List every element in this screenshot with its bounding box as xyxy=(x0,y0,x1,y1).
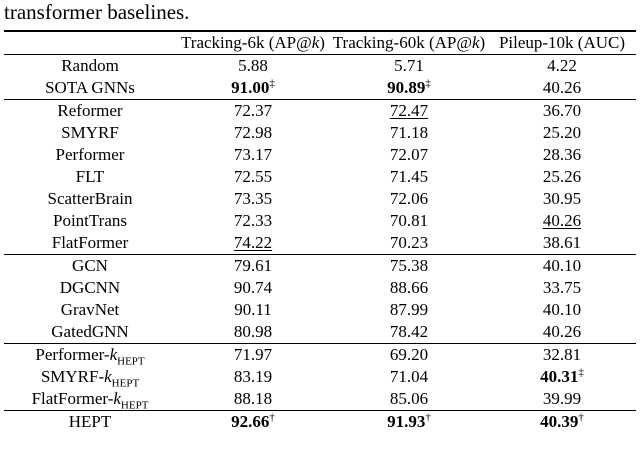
cell-tracking-60k: 72.47 xyxy=(330,100,488,123)
cell-tracking-60k: 88.66 xyxy=(389,278,429,297)
table-row xyxy=(4,166,636,188)
table-row xyxy=(4,77,636,100)
cell-tracking-60k: 70.23 xyxy=(389,233,429,252)
table-row xyxy=(4,411,636,434)
cell-pileup-10k: 40.31‡ xyxy=(540,366,584,386)
row-label: FlatFormer-$k_{HEPT}$ xyxy=(31,389,149,412)
cell-tracking-60k: 75.38 xyxy=(330,255,488,278)
table-row xyxy=(4,321,636,344)
table-row xyxy=(4,210,636,232)
cell-tracking-6k: 80.98 xyxy=(233,322,273,341)
table-row xyxy=(4,188,636,210)
row-label: Random xyxy=(61,56,119,75)
cell-tracking-60k: 91.93† xyxy=(330,411,488,434)
cell-pileup-10k: 40.26 xyxy=(542,211,582,230)
cell-tracking-60k: 71.04 xyxy=(389,367,429,386)
cell-pileup-10k: 25.26 xyxy=(542,167,582,186)
cell-tracking-6k: 88.18 xyxy=(233,389,273,408)
row-label: HEPT xyxy=(4,411,176,434)
table-row xyxy=(4,255,636,278)
table-row xyxy=(4,55,636,78)
row-label: Reformer xyxy=(4,100,176,123)
cell-pileup-10k: 32.81 xyxy=(488,344,636,367)
cell-tracking-6k: 73.17 xyxy=(233,145,273,164)
cell-tracking-6k: 71.97 xyxy=(176,344,330,367)
cell-tracking-60k: 5.71 xyxy=(394,56,424,75)
row-label: ScatterBrain xyxy=(47,189,133,208)
row-label: GatedGNN xyxy=(51,322,129,341)
table-row xyxy=(4,388,636,411)
row-label: DGCNN xyxy=(59,278,121,297)
cell-tracking-60k: 87.99 xyxy=(389,300,429,319)
table-row xyxy=(4,122,636,144)
cell-tracking-6k: 72.33 xyxy=(233,211,273,230)
caption-tail: transformer baselines. xyxy=(4,0,190,24)
cell-tracking-60k: 71.45 xyxy=(389,167,429,186)
header-tracking-6k: Tracking-6k (AP@k) xyxy=(176,31,330,55)
cell-tracking-6k: 90.11 xyxy=(234,300,272,319)
table-row xyxy=(4,344,636,367)
table-row xyxy=(4,366,636,388)
header-tracking-60k: Tracking-60k (AP@k) xyxy=(330,31,488,55)
cell-tracking-6k: 92.66† xyxy=(176,411,330,434)
cell-tracking-60k: 72.06 xyxy=(389,189,429,208)
results-table xyxy=(4,30,636,433)
header-pileup-10k: Pileup-10k (AUC) xyxy=(488,31,636,55)
table-row xyxy=(4,100,636,123)
cell-tracking-60k: 71.18 xyxy=(389,123,429,142)
row-label: Performer-$k_{HEPT}$ xyxy=(4,344,176,367)
row-label: SMYRF-$k_{HEPT}$ xyxy=(40,367,140,390)
cell-tracking-6k: 73.35 xyxy=(233,189,273,208)
cell-pileup-10k: 4.22 xyxy=(547,56,577,75)
cell-pileup-10k: 28.36 xyxy=(542,145,582,164)
cell-tracking-60k: 69.20 xyxy=(330,344,488,367)
cell-tracking-6k: 79.61 xyxy=(176,255,330,278)
cell-tracking-6k: 83.19 xyxy=(233,367,273,386)
cell-tracking-60k: 72.07 xyxy=(389,145,429,164)
cell-pileup-10k: 25.20 xyxy=(542,123,582,142)
row-label: FLT xyxy=(75,167,105,186)
cell-pileup-10k: 40.39† xyxy=(488,411,636,434)
row-label: Performer xyxy=(55,145,125,164)
row-label: PointTrans xyxy=(52,211,127,230)
cell-tracking-60k: 85.06 xyxy=(389,389,429,408)
cell-pileup-10k: 33.75 xyxy=(542,278,582,297)
cell-pileup-10k: 40.26 xyxy=(542,322,582,341)
cell-pileup-10k: 40.10 xyxy=(542,300,582,319)
cell-tracking-6k: 72.98 xyxy=(233,123,273,142)
cell-pileup-10k: 40.10 xyxy=(488,255,636,278)
cell-tracking-6k: 72.37 xyxy=(176,100,330,123)
cell-pileup-10k: 38.61 xyxy=(542,233,582,252)
cell-pileup-10k: 39.99 xyxy=(542,389,582,408)
cell-tracking-60k: 70.81 xyxy=(389,211,429,230)
cell-tracking-60k: 78.42 xyxy=(389,322,429,341)
row-label: FlatFormer xyxy=(51,233,129,252)
cell-pileup-10k: 36.70 xyxy=(488,100,636,123)
cell-tracking-6k: 72.55 xyxy=(233,167,273,186)
table-row xyxy=(4,299,636,321)
cell-tracking-6k: 91.00‡ xyxy=(231,77,275,97)
row-label: SOTA GNNs xyxy=(45,78,135,97)
cell-tracking-6k: 90.74 xyxy=(233,278,273,297)
row-label: GravNet xyxy=(60,300,120,319)
cell-tracking-6k: 5.88 xyxy=(238,56,268,75)
table-row xyxy=(4,277,636,299)
cell-pileup-10k: 40.26 xyxy=(542,78,582,97)
table-row xyxy=(4,144,636,166)
table-header-row xyxy=(4,31,636,55)
row-label: SMYRF xyxy=(61,123,119,142)
row-label: GCN xyxy=(4,255,176,278)
cell-tracking-60k: 90.89‡ xyxy=(387,77,431,97)
cell-pileup-10k: 30.95 xyxy=(542,189,582,208)
header-method xyxy=(4,31,176,55)
cell-tracking-6k: 74.22 xyxy=(233,233,273,252)
table-row xyxy=(4,232,636,255)
